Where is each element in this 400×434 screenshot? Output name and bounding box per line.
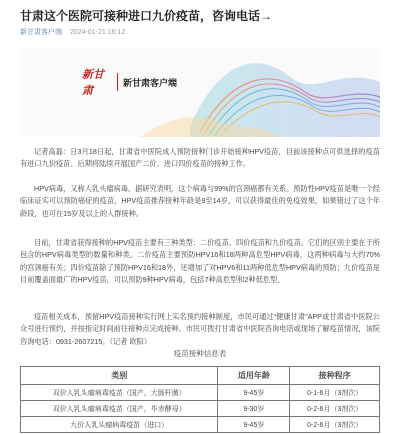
brand-logo-icon: 新甘肃: [82, 68, 104, 97]
table-row: [21, 385, 380, 401]
article-paragraph: HPV病毒，又称人乳头瘤病毒，据研究表明，这个病毒与99%的宫颈癌都有关系。预防性HPV疫苗是唯一个经临床证实可以预防癌症的疫苗，HPV疫苗推荐接种年龄是9至14岁，可以获得最佳的免疫效果，如果错过了这个年龄段，也可在15岁及以上的人群接种。: [20, 184, 380, 218]
table-caption: 疫苗接种信息表: [173, 349, 227, 358]
brand-name: 新甘肃客户端: [123, 77, 178, 88]
table-header-age: 适用年龄: [218, 367, 290, 385]
brand-divider: [117, 73, 118, 91]
article-paragraph: 记者高磊：日3月18日起，甘肃省中医院成人预防接种门诊开始接种HPV疫苗，目前该接种点可供选择的疫苗有进口九价疫苗、后期将陆续开展国产二价、进口四价疫苗的接种工作。: [20, 147, 380, 169]
table-cell: 九价人乳头瘤病毒疫苗（进口）: [21, 417, 218, 433]
article-source[interactable]: 新甘肃客户端: [20, 29, 62, 36]
article-paragraph: 疫苗相关成本，预留HPV疫苗接种实行网上实名预约接种制度，市民可通过“健康甘肃”APP或甘肃省中医院公众号进行预约，并按指定时间前往接种点完成接种。市民可拨打甘肃省中医院咨询电话或现场了解疫苗情况，该院咨询电话：0931-2607215。（记者 欧阳）: [20, 312, 380, 346]
wave-graphic: [20, 47, 380, 137]
table-cell: 0-1-6月（3剂次）: [290, 385, 380, 401]
table-row: [21, 417, 380, 433]
table-cell: 0-2-6月（3剂次）: [290, 417, 380, 433]
table-header-category: 类别: [21, 367, 218, 385]
vaccine-table: [20, 366, 380, 433]
brand-lockup: [82, 69, 177, 95]
article-title: 甘肃这个医院可接种进口九价疫苗，咨询电话→: [20, 9, 273, 23]
table-header-schedule: 接种程序: [290, 367, 380, 385]
article-paragraph: 目前，甘肃省获得接种的HPV疫苗主要有三种类型：二价疫苗、四价疫苗和九价疫苗。它们的区别主要在于所包含的HPV病毒类型的数量和种类。二价疫苗主要预防HPV16和18两种高危型HPV病毒，这两种病毒与大约70%的宫颈癌有关；四价疫苗除了预防HPV16和18外，还增加了对HPV6和11两种低危型HPV病毒的预防；九价疫苗是目前覆盖面最广的HPV疫苗，可以预防9种HPV病毒，包括7种高危型和2种低危型。: [20, 238, 380, 285]
table-header-row: [21, 367, 380, 385]
table-cell: 双价人乳头瘤病毒疫苗（国产，大肠杆菌）: [21, 385, 218, 401]
article-datetime: 2024-01-21 16:12: [69, 29, 126, 36]
table-cell: 9-45岁: [218, 417, 290, 433]
banner-image: [20, 47, 380, 137]
table-cell: 双价人乳头瘤病毒疫苗（国产，毕赤酵母）: [21, 401, 218, 417]
table-row: [21, 401, 380, 417]
article-meta: [20, 27, 125, 37]
table-cell: 9-30岁: [218, 401, 290, 417]
table-cell: 9-45岁: [218, 385, 290, 401]
table-cell: 0-2-6月（3剂次）: [290, 401, 380, 417]
